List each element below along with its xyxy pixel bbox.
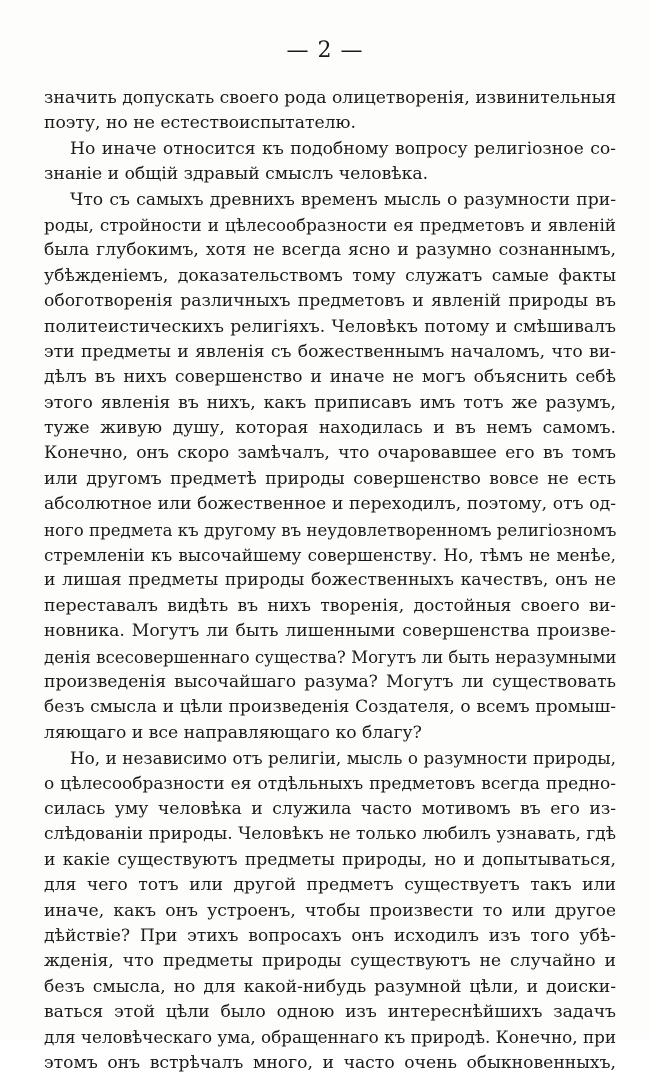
text-line: денія всесовершеннаго существа? Могутъ ли быть неразумными xyxy=(44,647,616,667)
text-line: абсолютное или божественное и переходилъ, поэтому, отъ од- xyxy=(44,494,616,515)
text-line: произведенія высочайшаго разума? Могутъ ли существовать xyxy=(44,671,616,692)
text-line: новника. Могутъ ли быть лишенными совершенства произве- xyxy=(44,621,616,642)
text-line: эти предметы и явленія съ божественнымъ началомъ, что ви- xyxy=(44,341,616,362)
text-line: безъ смысла, но для какой-нибудь разумной цѣли, и доиски- xyxy=(44,976,616,997)
text-line: или другомъ предметѣ природы совершенство вовсе не есть xyxy=(44,468,616,489)
text-line: поэту, но не естествоиспытателю. xyxy=(44,113,356,134)
text-line: роды, стройности и цѣлесообразности ея предметовъ и явленій xyxy=(44,214,616,235)
text-line: переставалъ видѣть въ нихъ творенія, достойныя своего ви- xyxy=(44,595,616,616)
text-line: значить допускать своего рода олицетворенія, извинительныя xyxy=(44,88,616,108)
text-line: ного предмета къ другому въ неудовлетворенномъ религіозномъ xyxy=(44,520,616,540)
text-line: ваться этой цѣли было одною изъ интереснѣйшихъ задачъ xyxy=(44,1002,616,1023)
page-number: — 2 — xyxy=(286,38,364,63)
paragraph xyxy=(44,137,616,188)
text-line: ляющаго и все направляющаго ко благу? xyxy=(44,722,422,743)
text-line: Но иначе относится къ подобному вопросу религіозное со- xyxy=(70,138,616,159)
text-line: политеистическихъ религіяхъ. Человѣкъ потому и смѣшивалъ xyxy=(44,316,616,337)
text-line: знаніе и общій здравый смыслъ человѣка. xyxy=(44,164,429,185)
text-line: дѣйствіе? При этихъ вопросахъ онъ исходилъ изъ того убѣ- xyxy=(44,925,616,946)
text-line: для чего тотъ или другой предметъ существуетъ такъ или xyxy=(44,875,616,896)
text-line: была глубокимъ, хотя не всегда ясно и разумно сознаннымъ, xyxy=(44,240,616,261)
paragraph xyxy=(44,188,616,747)
text-line: туже живую душу, которая находилась и въ немъ самомъ. xyxy=(44,418,616,439)
text-line: стремленіи къ высочайшему совершенству. Но, тѣмъ не менѣе, xyxy=(44,545,616,566)
text-line: слѣдованіи природы. Человѣкъ не только любилъ узнавать, гдѣ xyxy=(44,824,616,845)
text-line: Конечно, онъ скоро замѣчалъ, что очаровавшее его въ томъ xyxy=(44,443,616,464)
text-line: Но, и независимо отъ религіи, мысль о разумности природы, xyxy=(70,748,616,769)
text-line: обоготворенія различныхъ предметовъ и явленій природы въ xyxy=(44,291,616,312)
text-line: для человѣческаго ума, обращеннаго къ природѣ. Конечно, при xyxy=(44,1027,616,1048)
text-line: и какіе существуютъ предметы природы, но и допытываться, xyxy=(44,849,616,870)
text-line: убѣжденіемъ, доказательствомъ тому служатъ самые факты xyxy=(44,265,616,286)
text-line: Что съ самыхъ древнихъ временъ мысль о разумности при- xyxy=(70,189,616,210)
text-line: иначе, какъ онъ устроенъ, чтобы произвести то или другое xyxy=(44,900,616,921)
text-line: этого явленія въ нихъ, какъ приписавъ имъ тотъ же разумъ, xyxy=(44,392,616,413)
text-line: жденія, что предметы природы существуютъ не случайно и xyxy=(44,951,616,972)
text-line: безъ смысла и цѣли произведенія Создателя, о всемъ промыш- xyxy=(44,697,616,718)
text-line: этомъ онъ встрѣчалъ много, и часто очень обыкновенныхъ, xyxy=(44,1052,616,1073)
paragraph xyxy=(44,746,616,1076)
text-line: о цѣлесообразности ея отдѣльныхъ предметовъ всегда предно- xyxy=(44,773,616,794)
text-line: и лишая предметы природы божественныхъ качествъ, онъ не xyxy=(44,570,616,591)
body-text xyxy=(44,86,616,1076)
paragraph xyxy=(44,86,616,137)
text-line: дѣлъ въ нихъ совершенство и иначе не могъ объяснить себѣ xyxy=(44,367,616,388)
text-line: силась уму человѣка и служила часто мотивомъ въ его из- xyxy=(44,798,616,819)
